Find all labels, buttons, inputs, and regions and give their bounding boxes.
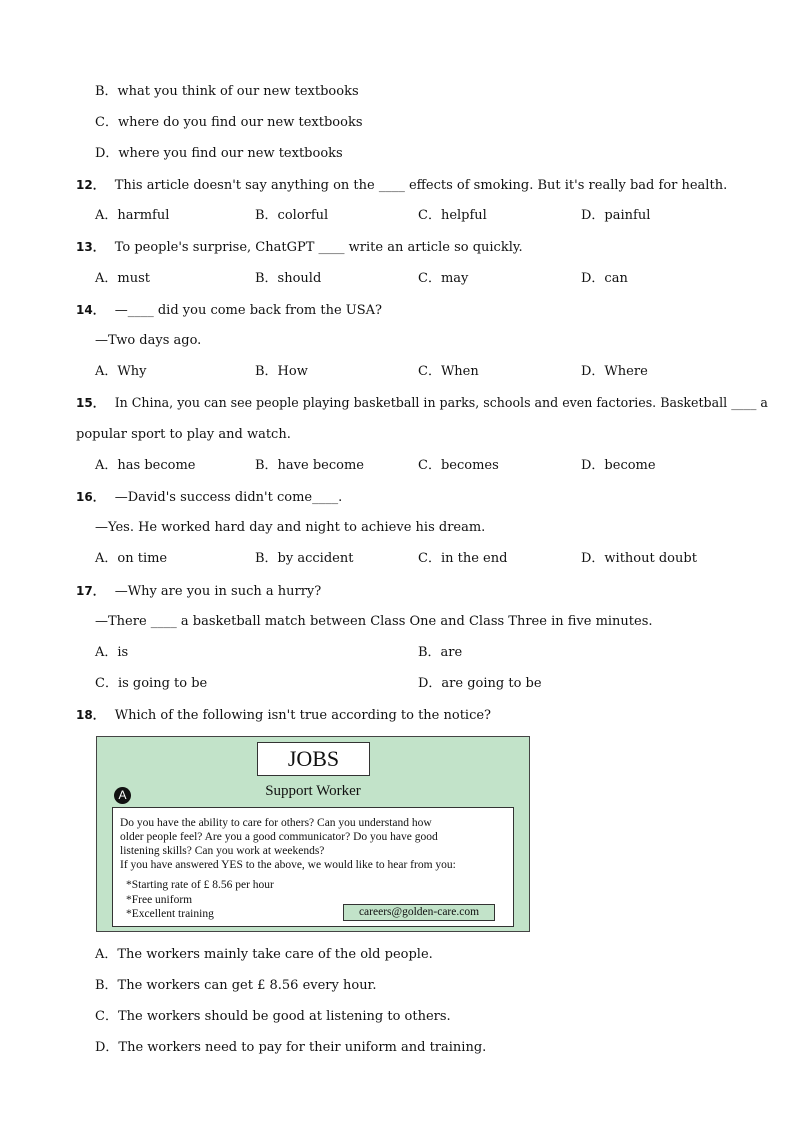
q12-option-d: D．painful (581, 208, 651, 223)
question-text: —Why are you in such a hurry? (114, 584, 322, 599)
q17-option-a: A．is (95, 645, 129, 660)
q14-option-d: D．Where (581, 364, 648, 379)
question-number: 12． (76, 178, 105, 192)
question-text: Which of the following isn't true according to the notice? (114, 708, 492, 723)
q14-reply: —Two days ago. (95, 333, 202, 348)
notice-badge: A (114, 787, 131, 804)
question-number: 18． (76, 708, 105, 722)
question-number: 13． (76, 240, 105, 254)
notice-body-line: If you have answered YES to the above, we would like to hear from you: (120, 859, 456, 871)
q15-option-a: A．has become (95, 458, 196, 473)
q12-option-b: B．colorful (255, 208, 329, 223)
question-number: 16． (76, 490, 105, 504)
q12-option-a: A．harmful (95, 208, 170, 223)
q15-stem-continued: popular sport to play and watch. (76, 427, 291, 442)
q14-option-a: A．Why (95, 364, 147, 379)
question-text: This article doesn't say anything on the ____ effects of smoking. But it's really bad for health. (114, 178, 728, 193)
q16-option-a: A．on time (95, 551, 168, 566)
q17-stem (76, 582, 321, 601)
q17-reply: —There ____ a basketball match between Class One and Class Three in five minutes. (95, 614, 653, 629)
question-text: To people's surprise, ChatGPT ____ write an article so quickly. (114, 240, 523, 255)
question-number: 15． (76, 396, 105, 410)
q15-stem (76, 394, 768, 412)
q15-option-b: B．have become (255, 458, 364, 473)
q17-option-d: D．are going to be (418, 676, 542, 691)
question-text: In China, you can see people playing basketball in parks, schools and even factories. Basketball ____ a (114, 395, 768, 410)
q14-option-b: B．How (255, 364, 308, 379)
q18-option-c: C．The workers should be good at listening to others. (95, 1009, 451, 1024)
q14-stem (76, 301, 382, 320)
perk-item: *Starting rate of £ 8.56 per hour (126, 879, 274, 891)
q13-option-d: D．can (581, 271, 628, 286)
job-notice (96, 736, 530, 932)
q11-option-b: B．what you think of our new textbooks (95, 84, 359, 99)
q17-option-b: B．are (418, 645, 463, 660)
q13-stem (76, 238, 523, 257)
q16-option-c: C．in the end (418, 551, 508, 566)
q15-option-c: C．becomes (418, 458, 499, 473)
q11-option-c: C．where do you find our new textbooks (95, 115, 363, 130)
q13-option-c: C．may (418, 271, 469, 286)
q12-option-c: C．helpful (418, 208, 487, 223)
q18-option-d: D．The workers need to pay for their uniform and training. (95, 1040, 487, 1055)
question-text: —David's success didn't come____. (114, 490, 343, 505)
notice-title: JOBS (257, 742, 370, 776)
notice-body (112, 807, 514, 927)
q16-stem (76, 488, 342, 507)
notice-email: careers@golden-care.com (343, 904, 495, 921)
perk-item: *Excellent training (126, 908, 214, 920)
notice-body-line: older people feel? Are you a good communicator? Do you have good (120, 831, 438, 843)
q17-option-c: C．is going to be (95, 676, 208, 691)
q15-option-d: D．become (581, 458, 656, 473)
q18-option-b: B．The workers can get £ 8.56 every hour. (95, 978, 377, 993)
notice-subtitle: Support Worker (265, 783, 361, 799)
q12-stem (76, 176, 727, 195)
q16-reply: —Yes. He worked hard day and night to achieve his dream. (95, 520, 486, 535)
notice-body-line: Do you have the ability to care for others? Can you understand how (120, 817, 432, 829)
question-number: 17． (76, 584, 105, 598)
question-number: 14． (76, 303, 105, 317)
q11-option-d: D．where you find our new textbooks (95, 146, 343, 161)
notice-body-line: listening skills? Can you work at weekends? (120, 845, 325, 857)
q16-option-d: D．without doubt (581, 551, 697, 566)
q18-option-a: A．The workers mainly take care of the old people. (95, 947, 433, 962)
q18-stem (76, 706, 491, 725)
perk-item: *Free uniform (126, 893, 193, 906)
q13-option-b: B．should (255, 271, 322, 286)
q13-option-a: A．must (95, 271, 150, 286)
q16-option-b: B．by accident (255, 551, 354, 566)
notice-perks (126, 878, 274, 922)
q14-option-c: C．When (418, 364, 479, 379)
question-text: —____ did you come back from the USA? (114, 303, 383, 318)
